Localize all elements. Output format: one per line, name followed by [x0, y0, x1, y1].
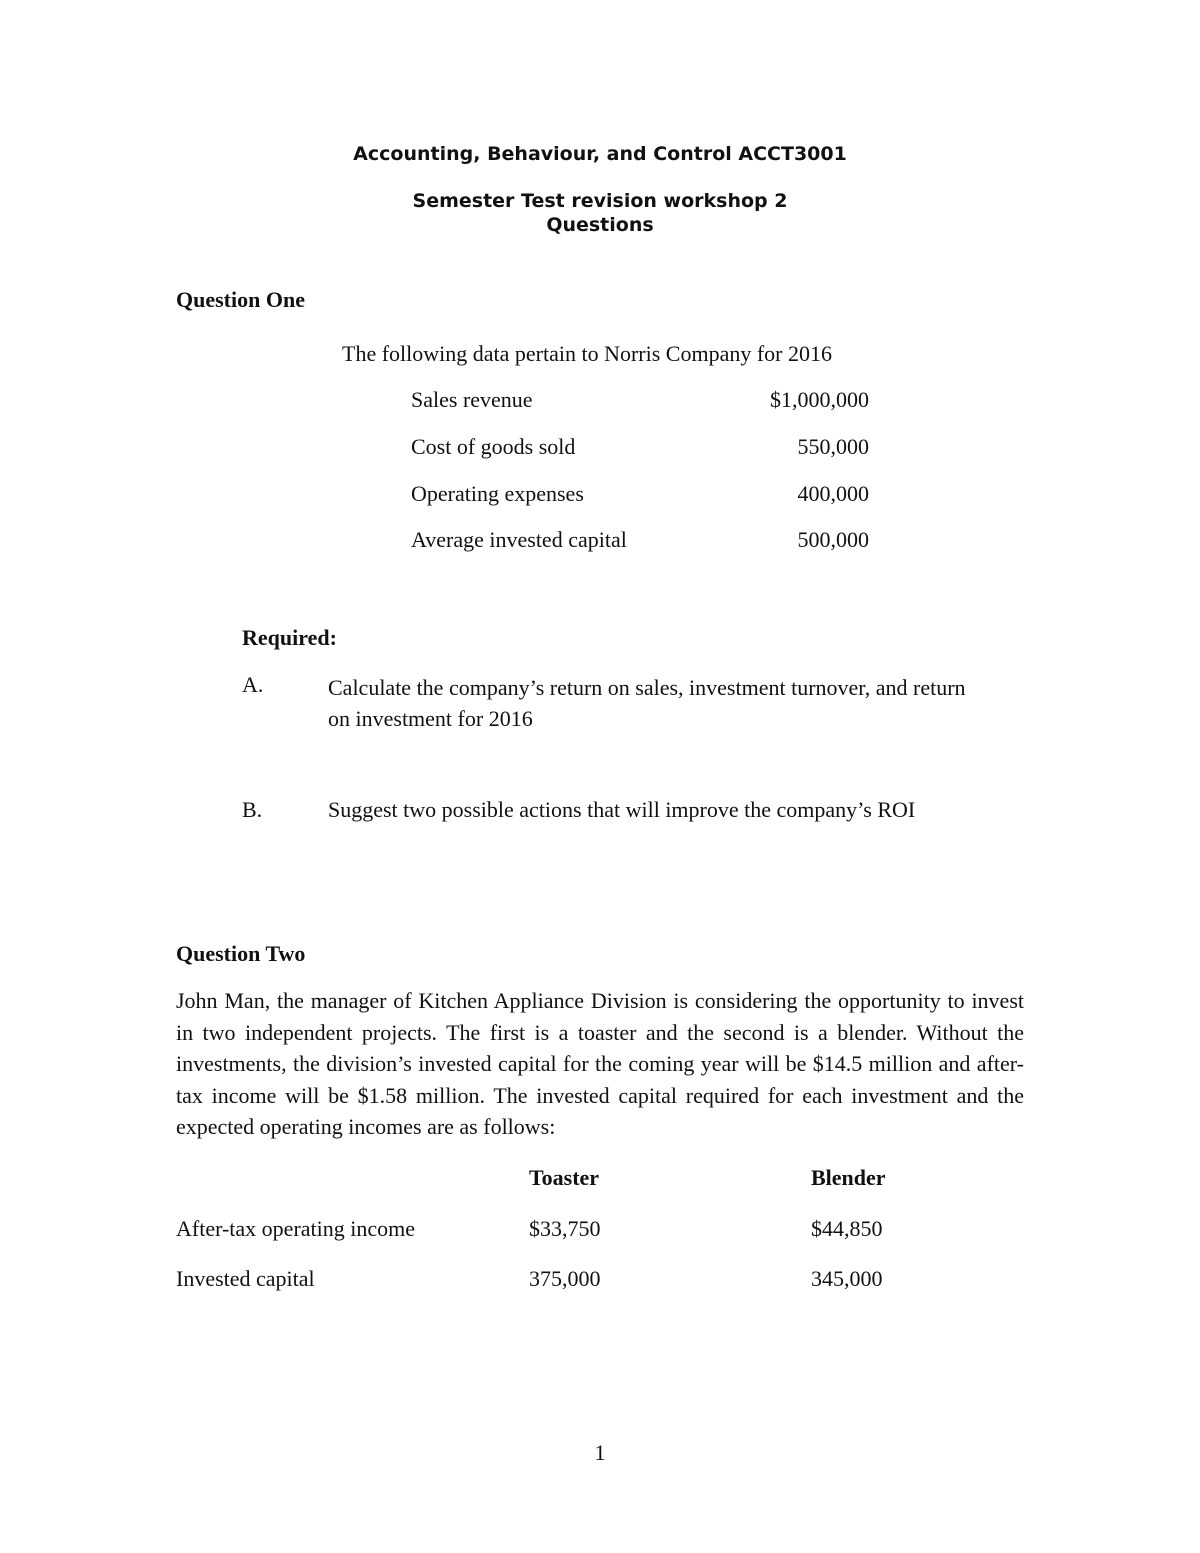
blender-value: $44,850 — [811, 1216, 883, 1241]
document-subtitle-questions: Questions — [546, 214, 654, 236]
row-label: Sales revenue — [411, 387, 533, 412]
column-header-toaster: Toaster — [529, 1165, 600, 1190]
document-title: Accounting, Behaviour, and Control ACCT3001 — [353, 143, 847, 165]
question-two-heading: Question Two — [176, 941, 306, 966]
item-letter: B. — [242, 797, 263, 822]
item-text: Suggest two possible actions that will improve the company’s ROI — [328, 797, 916, 822]
toaster-value: 375,000 — [529, 1266, 601, 1291]
row-value: 500,000 — [797, 527, 869, 552]
item-letter: A. — [242, 672, 264, 697]
row-value: 550,000 — [797, 434, 869, 459]
toaster-value: $33,750 — [529, 1216, 601, 1241]
required-label: Required: — [242, 625, 337, 650]
page-number: 1 — [594, 1440, 606, 1465]
row-label: Cost of goods sold — [411, 434, 576, 459]
question-one-heading: Question One — [176, 287, 305, 312]
row-label: Operating expenses — [411, 481, 584, 506]
blender-value: 345,000 — [811, 1266, 883, 1291]
document-subtitle: Semester Test revision workshop 2 — [412, 190, 788, 212]
question-one-intro: The following data pertain to Norris Company for 2016 — [342, 341, 833, 366]
question-two-paragraph: John Man, the manager of Kitchen Appliance Division is considering the opportunity to invest in two independent projects. The first is a toaster and the second is a blender. Without the investments, the division’s invested capital for the coming year will be $14.5 million and after-tax income will be $1.58 million. The invested capital required for each investment and the expected operating incomes are as follows: — [176, 988, 1024, 1139]
row-label: Average invested capital — [411, 527, 627, 552]
row-value: 400,000 — [797, 481, 869, 506]
column-header-blender: Blender — [811, 1165, 886, 1190]
item-text: Calculate the company’s return on sales, investment turnover, and return on investment for 2016 — [328, 675, 966, 731]
row-label: Invested capital — [176, 1266, 315, 1291]
row-label: After-tax operating income — [176, 1216, 416, 1241]
row-value: $1,000,000 — [770, 387, 869, 412]
